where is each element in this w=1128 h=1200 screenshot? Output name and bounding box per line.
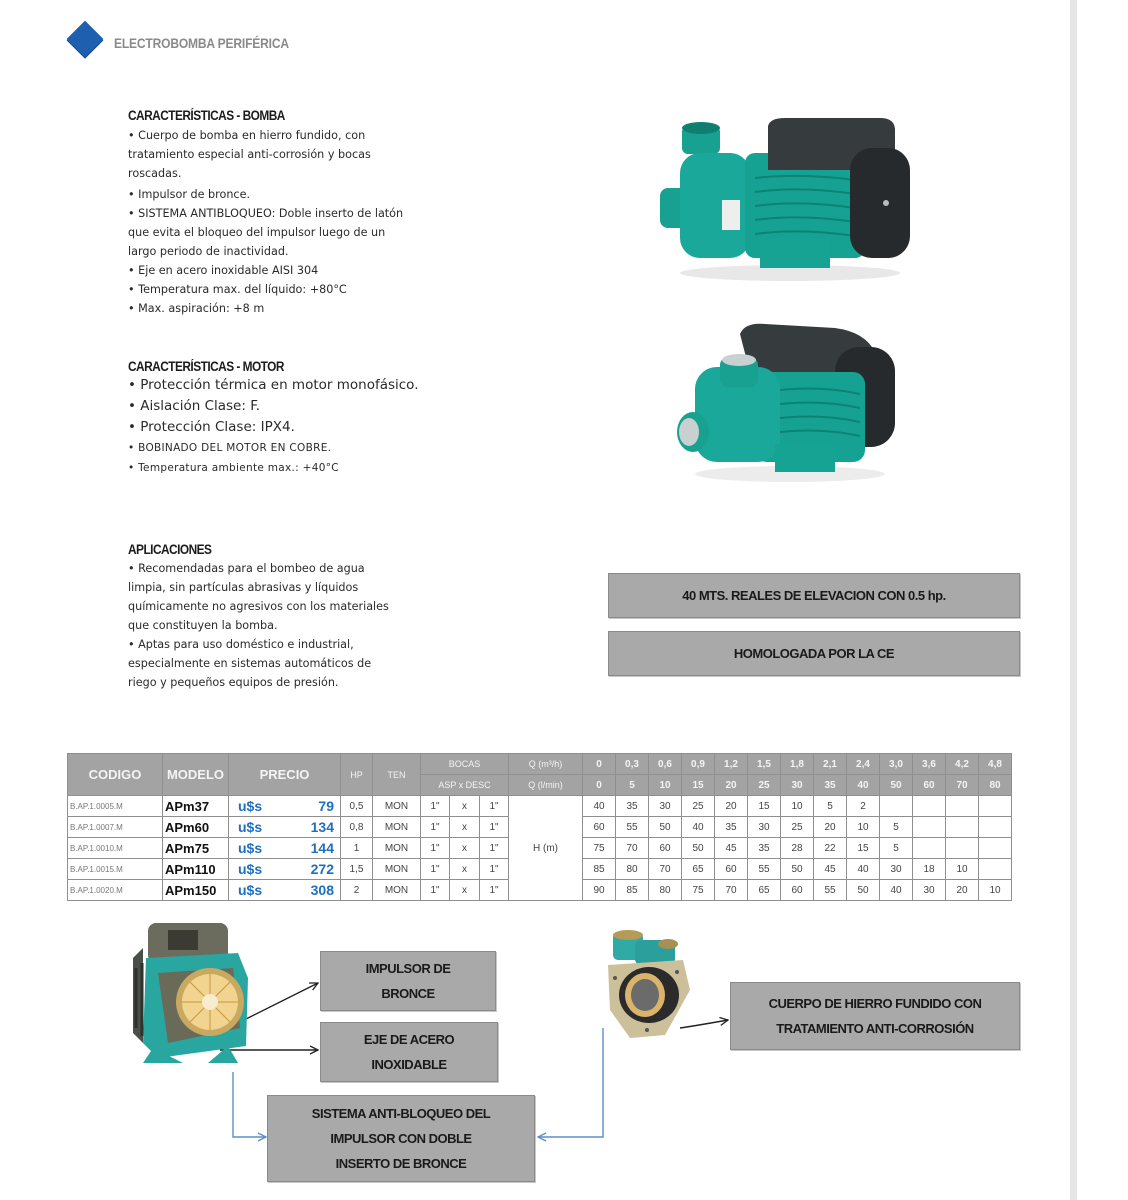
cuerpo-callout-line: CUERPO DE HIERRO FUNDIDO CON [768,996,982,1011]
spec-table [67,753,1012,901]
cell-h-value: 35 [715,817,748,838]
cell-h-value: 60 [583,817,616,838]
cell-h-value: 60 [781,880,814,901]
cell-h-value: 25 [781,817,814,838]
cell-modelo: APm150 [163,880,229,901]
motor-line: • Temperatura ambiente max.: +40°C [128,462,339,474]
q-lmin-value: 10 [649,775,682,796]
cell-h-value: 70 [715,880,748,901]
bomba-line: tratamiento especial anti-corrosión y bocas [128,148,371,161]
header-modelo: MODELO [163,754,229,796]
certification-highlight-box [608,631,1020,676]
cell-h-value: 55 [748,859,781,880]
cell-h-value: 10 [979,880,1012,901]
cell-x: x [450,859,480,880]
cell-hp: 0,5 [341,796,373,817]
header-q-m3h: Q (m³/h) [509,754,583,775]
antibloqueo-callout-line: INSERTO DE BRONCE [335,1156,467,1171]
price-value: 308 [310,882,334,898]
cell-h-value: 80 [649,880,682,901]
cell-h-value: 10 [847,817,880,838]
aplicaciones-line: limpia, sin partículas abrasivas y líquidos [128,581,359,594]
q-m3h-value: 0,9 [682,754,715,775]
cell-desc: 1" [480,859,509,880]
antibloqueo-right-arrow [538,1028,603,1137]
cell-ten: MON [373,817,421,838]
antibloqueo-callout-box [267,1095,535,1182]
cell-precio [229,817,341,838]
cell-asp: 1" [421,817,450,838]
price-currency: u$s [238,840,263,856]
header-asp-desc: ASP x DESC [421,775,509,796]
cell-asp: 1" [421,859,450,880]
q-lmin-value: 25 [748,775,781,796]
eje-callout-box [320,1022,498,1082]
bomba-features [128,126,403,318]
q-m3h-value: 4,8 [979,754,1012,775]
eje-callout-line: EJE DE ACERO [363,1032,455,1047]
cell-h-value: 60 [715,859,748,880]
bomba-line: • SISTEMA ANTIBLOQUEO: Doble inserto de latón [128,207,404,220]
section-title-aplicaciones: APLICACIONES [128,542,212,557]
cell-h-value: 75 [583,838,616,859]
cell-h-value: 55 [814,880,847,901]
cell-h-value [913,817,946,838]
header-bocas: BOCAS [421,754,509,775]
header-ten: TEN [373,754,421,796]
bomba-line: • Max. aspiración: +8 m [128,302,265,315]
header-q-lmin: Q (l/min) [509,775,583,796]
cuerpo-callout-line: TRATAMIENTO ANTI-CORROSIÓN [776,1021,974,1036]
motor-impeller-cutaway-image [128,918,258,1068]
cell-h-value: 50 [847,880,880,901]
cell-ten: MON [373,838,421,859]
price-wrap [229,798,340,814]
cell-h-value: 30 [748,817,781,838]
q-m3h-value: 0,6 [649,754,682,775]
q-m3h-value: 0 [583,754,616,775]
cell-h-value: 45 [814,859,847,880]
cell-h-value: 70 [649,859,682,880]
page-edge-strip [1070,0,1077,1200]
price-wrap [229,819,340,835]
cell-h-value [880,796,913,817]
q-m3h-value: 3,6 [913,754,946,775]
cell-h-value: 65 [682,859,715,880]
q-lmin-value: 50 [880,775,913,796]
pump-body-image [605,930,695,1040]
cell-codigo: B.AP.1.0007.M [68,817,163,838]
cell-h-value: 5 [814,796,847,817]
cell-h-value: 35 [748,838,781,859]
cell-hp: 0,8 [341,817,373,838]
table-row [68,796,1012,817]
cell-x: x [450,880,480,901]
cell-desc: 1" [480,817,509,838]
cell-h-value: 65 [748,880,781,901]
cell-h-value [979,838,1012,859]
cell-hp: 1 [341,838,373,859]
antibloqueo-callout-line: IMPULSOR CON DOBLE [330,1131,472,1146]
cell-desc: 1" [480,880,509,901]
cell-h-value: 85 [583,859,616,880]
q-lmin-value: 20 [715,775,748,796]
cell-h-value: 75 [682,880,715,901]
cell-modelo: APm60 [163,817,229,838]
q-lmin-value: 30 [781,775,814,796]
aplicaciones-line: • Aptas para uso doméstico e industrial, [128,638,354,651]
brand-diamond-logo [67,21,104,58]
price-wrap [229,861,340,877]
cell-x: x [450,796,480,817]
cell-ten: MON [373,796,421,817]
motor-line: • BOBINADO DEL MOTOR EN COBRE. [128,442,332,454]
cell-h-value: 40 [847,859,880,880]
q-lmin-value: 70 [946,775,979,796]
cell-h-value [946,838,979,859]
cell-h-value: 55 [616,817,649,838]
q-lmin-value: 80 [979,775,1012,796]
aplicaciones-list [128,559,389,692]
price-currency: u$s [238,819,263,835]
antibloqueo-left-arrow [233,1072,266,1137]
pump-angled-view-image [665,322,900,487]
cell-precio [229,859,341,880]
price-currency: u$s [238,798,263,814]
certification-highlight-text: HOMOLOGADA POR LA CE [733,646,895,661]
section-title-bomba: CARACTERÍSTICAS - BOMBA [128,108,285,123]
price-value: 134 [310,819,334,835]
q-lmin-value: 0 [583,775,616,796]
aplicaciones-line: que constituyen la bomba. [128,619,278,632]
cell-h-value: 30 [913,880,946,901]
impulsor-callout-line: BRONCE [381,986,435,1001]
price-value: 79 [318,798,334,814]
cell-asp: 1" [421,796,450,817]
cell-codigo: B.AP.1.0020.M [68,880,163,901]
section-title-motor: CARACTERÍSTICAS - MOTOR [128,359,284,374]
cell-hp: 1,5 [341,859,373,880]
cell-h-value: 18 [913,859,946,880]
pump-side-view-image [650,118,910,288]
q-m3h-value: 3,0 [880,754,913,775]
bomba-line: • Impulsor de bronce. [128,188,251,201]
cell-h-value [979,817,1012,838]
antibloqueo-callout-line: SISTEMA ANTI-BLOQUEO DEL [311,1106,491,1121]
q-lmin-value: 60 [913,775,946,796]
cell-h-value: 40 [682,817,715,838]
price-value: 144 [310,840,334,856]
aplicaciones-line: riego y pequeños equipos de presión. [128,676,339,689]
cuerpo-callout-box [730,982,1020,1050]
cell-h-value: 15 [748,796,781,817]
cell-h-value: 10 [946,859,979,880]
header-hp: HP [341,754,373,796]
cell-x: x [450,838,480,859]
cell-precio [229,796,341,817]
bomba-line: que evita el bloqueo del impulsor luego de un [128,226,386,239]
cell-h-value: 70 [616,838,649,859]
cell-asp: 1" [421,880,450,901]
price-currency: u$s [238,861,263,877]
q-m3h-value: 0,3 [616,754,649,775]
cell-h-value [913,838,946,859]
bomba-line: • Cuerpo de bomba en hierro fundido, con [128,129,366,142]
cell-h-value [946,796,979,817]
cell-h-value: 30 [649,796,682,817]
q-lmin-value: 15 [682,775,715,796]
cell-h-value: 90 [583,880,616,901]
header-codigo: CODIGO [68,754,163,796]
cell-h-value: 2 [847,796,880,817]
cell-hp: 2 [341,880,373,901]
cell-modelo: APm37 [163,796,229,817]
cell-x: x [450,817,480,838]
impulsor-callout-line: IMPULSOR DE [365,961,451,976]
cell-h-value: 60 [649,838,682,859]
cell-h-value: 50 [781,859,814,880]
price-currency: u$s [238,882,263,898]
cell-h-value: 20 [715,796,748,817]
q-m3h-value: 4,2 [946,754,979,775]
page-title: ELECTROBOMBA PERIFÉRICA [114,35,289,51]
cell-h-value: 50 [649,817,682,838]
cell-modelo: APm75 [163,838,229,859]
cell-ten: MON [373,859,421,880]
cell-codigo: B.AP.1.0005.M [68,796,163,817]
q-m3h-value: 1,5 [748,754,781,775]
bomba-line: • Eje en acero inoxidable AISI 304 [128,264,319,277]
eje-callout-line: INOXIDABLE [371,1057,447,1072]
cell-h-value: 30 [880,859,913,880]
q-lmin-value: 40 [847,775,880,796]
cell-h-value: 45 [715,838,748,859]
cell-h-value: 85 [616,880,649,901]
aplicaciones-line: especialmente en sistemas automáticos de [128,657,372,670]
header-precio: PRECIO [229,754,341,796]
impulsor-callout-box [320,951,496,1011]
aplicaciones-line: químicamente no agresivos con los materiales [128,600,389,613]
cell-asp: 1" [421,838,450,859]
cell-h-value: 40 [583,796,616,817]
cell-h-value: 15 [847,838,880,859]
bomba-line: roscadas. [128,167,182,180]
cell-h-value: 22 [814,838,847,859]
price-wrap [229,840,340,856]
q-m3h-value: 1,2 [715,754,748,775]
elevation-highlight-box [608,573,1020,618]
q-m3h-value: 2,1 [814,754,847,775]
q-m3h-value: 2,4 [847,754,880,775]
cell-h-label: H (m) [509,796,583,901]
cell-h-value: 28 [781,838,814,859]
cell-precio [229,880,341,901]
cell-modelo: APm110 [163,859,229,880]
cell-h-value: 10 [781,796,814,817]
motor-features [128,375,419,478]
cell-h-value: 80 [616,859,649,880]
elevation-highlight-text: 40 MTS. REALES DE ELEVACION CON 0.5 hp. [682,588,946,603]
price-wrap [229,882,340,898]
table-header-row [68,754,1012,775]
bomba-line: • Temperatura max. del líquido: +80°C [128,283,347,296]
cell-h-value [979,796,1012,817]
motor-line: • Aislación Clase: F. [128,398,261,414]
cell-h-value: 25 [682,796,715,817]
cell-h-value: 20 [814,817,847,838]
cell-codigo: B.AP.1.0010.M [68,838,163,859]
motor-line: • Protección térmica en motor monofásico. [128,377,419,393]
q-m3h-value: 1,8 [781,754,814,775]
aplicaciones-line: • Recomendadas para el bombeo de agua [128,562,365,575]
cell-h-value: 5 [880,817,913,838]
cell-h-value: 35 [616,796,649,817]
cell-ten: MON [373,880,421,901]
cell-h-value: 5 [880,838,913,859]
cell-codigo: B.AP.1.0015.M [68,859,163,880]
cell-h-value [979,859,1012,880]
q-lmin-value: 5 [616,775,649,796]
cell-h-value [946,817,979,838]
cell-desc: 1" [480,796,509,817]
bomba-line: largo periodo de inactividad. [128,245,289,258]
price-value: 272 [310,861,334,877]
cell-h-value [913,796,946,817]
motor-line: • Protección Clase: IPX4. [128,419,295,435]
cell-h-value: 20 [946,880,979,901]
cell-desc: 1" [480,838,509,859]
cell-h-value: 40 [880,880,913,901]
q-lmin-value: 35 [814,775,847,796]
cell-precio [229,838,341,859]
cell-h-value: 50 [682,838,715,859]
